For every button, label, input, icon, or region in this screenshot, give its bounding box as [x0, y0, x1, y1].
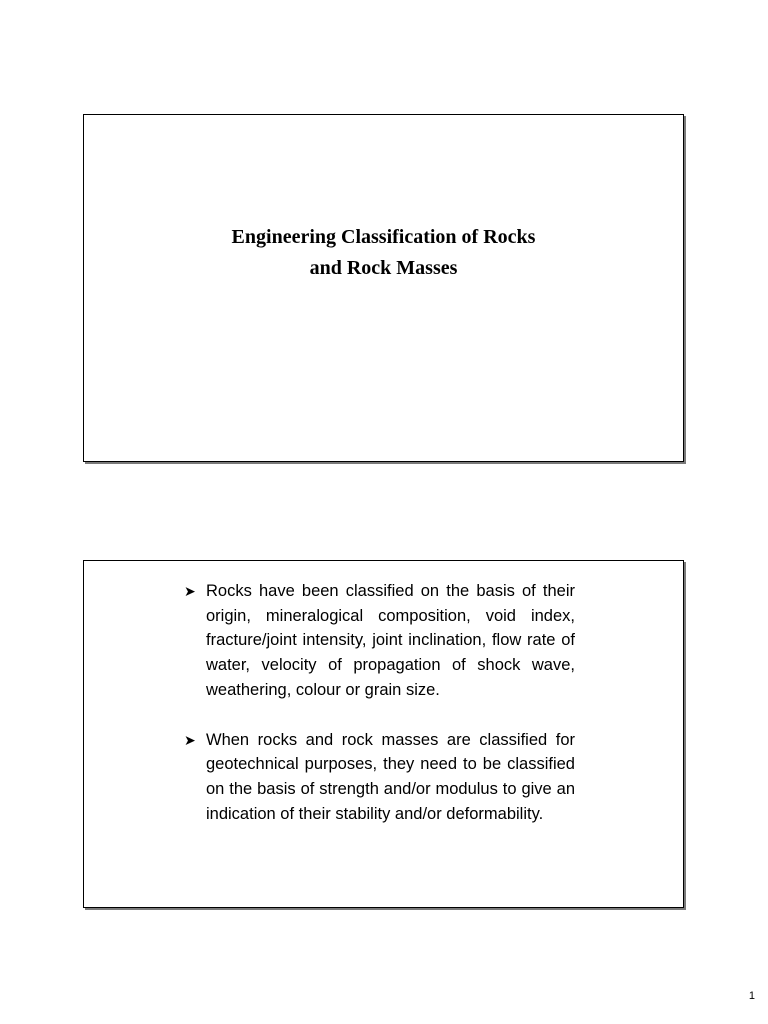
title-slide [83, 114, 684, 462]
bullet-item [184, 728, 575, 827]
arrow-bullet-icon: ➤ [184, 583, 196, 599]
bullet-list [184, 579, 575, 851]
content-slide [83, 560, 684, 908]
slide-title [84, 222, 683, 284]
title-line-2: and Rock Masses [309, 257, 458, 279]
bullet-text: Rocks have been classified on the basis of their origin, mineralogical composition, void index, fracture/joint intensity, joint inclination, flow rate of water, velocity of propagation of shock wave, weathering, colour or grain size. [206, 582, 575, 699]
bullet-item [184, 579, 575, 703]
bullet-text: When rocks and rock masses are classified for geotechnical purposes, they need to be classified on the basis of strength and/or modulus to give an indication of their stability and/or deformability. [206, 730, 575, 823]
page-number: 1 [748, 990, 755, 1002]
title-line-1: Engineering Classification of Rocks [231, 226, 536, 248]
arrow-bullet-icon: ➤ [184, 731, 196, 748]
